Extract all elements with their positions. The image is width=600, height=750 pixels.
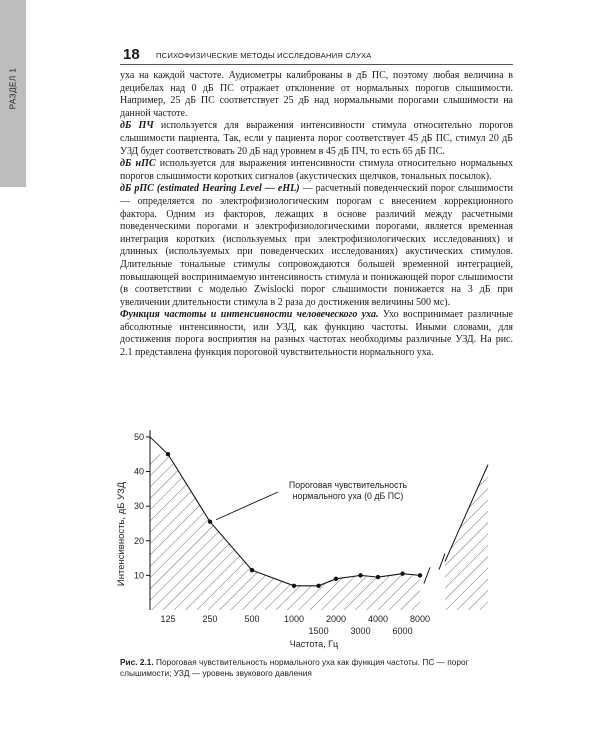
term-db-nps: дБ нПС [120, 158, 156, 170]
x-tick-label: 125 [160, 614, 176, 624]
x-tick-label: 4000 [367, 614, 389, 624]
paragraph-5 [120, 309, 513, 359]
data-point [358, 573, 362, 577]
annotation-leader [216, 492, 278, 520]
axis-break-mark [424, 567, 430, 583]
term-db-rps: дБ рПС (estimated Hearing Level — eHL) [120, 183, 300, 195]
x-tick-label: 8000 [409, 614, 431, 624]
paragraph-3-text: используется для выражения интенсивности стимула относительно нормальных порогов слышимости коротких сигналов (акустических щелчков, тональных посылок). [120, 158, 513, 182]
caption-label: Рис. 2.1. [120, 657, 154, 667]
caption-text: Пороговая чувствительность нормального уха как функция частоты. ПС — порог слышимости; УЗД — уровень звукового давления [120, 657, 469, 678]
x-tick-label: 250 [202, 614, 218, 624]
data-point [166, 452, 170, 456]
x-tick-label: 2000 [325, 614, 347, 624]
paragraph-1: уха на каждой частоте. Аудиометры калиброваны в дБ ПС, поэтому любая величина в децибелах над 0 дБ ПС отражает отклонение от нормальных порогов слышимости. Например, 25 дБ ПС соответствует 25 дБ над нормальными порогами слышимости на данной частоте. [120, 70, 513, 119]
data-point [250, 568, 254, 572]
curve-extension-left [150, 437, 168, 454]
annotation-line-1: Пороговая чувствительность [288, 480, 408, 490]
data-point [376, 575, 380, 579]
data-point [334, 577, 338, 581]
paragraph-2-text: используется для выражения интенсивности стимула относительно порогов слышимости пациента. Так, если у пациента порог соответствует 45 дБ ПС, стимул 20 дБ УЗД будет соответствовать 20 дБ над уровнем в 45 дБ ПЧ, то есть 65 дБ ПС. [120, 120, 514, 157]
data-point [292, 584, 296, 588]
body-text [120, 70, 513, 360]
axis-break-mark [439, 554, 445, 570]
section-tab-label: РАЗДЕЛ 1 [8, 67, 18, 110]
y-tick-label: 50 [133, 431, 144, 442]
x-tick-label: 500 [244, 614, 260, 624]
y-tick-label: 20 [133, 535, 144, 546]
data-point [400, 571, 404, 575]
paragraph-5-text: Ухо воспринимает различные абсолютные интенсивности, или УЗД, как функцию частоты. Иными словами, для достижения порога восприятия на разных частотах необходимы различные УЗД. На рис. 2.1 представлена функция пороговой чувствительности нормального уха. [120, 309, 513, 359]
paragraph-2 [120, 120, 513, 158]
x-tick-label: 1500 [308, 626, 329, 636]
y-tick-label: 10 [133, 570, 144, 581]
x-tick-label: 3000 [350, 626, 371, 636]
y-tick-label: 30 [133, 501, 144, 512]
term-frequency-function: Функция частоты и интенсивности человеческого уха. [120, 309, 379, 321]
paragraph-3 [120, 158, 513, 183]
chart-plot-area [116, 430, 488, 649]
section-tab [0, 0, 26, 187]
term-db-pch: дБ ПЧ [120, 120, 154, 132]
paragraph-4 [120, 183, 513, 309]
x-tick-label: 6000 [392, 626, 413, 636]
x-tick-label: 1000 [283, 614, 305, 624]
running-title: ПСИХОФИЗИЧЕСКИЕ МЕТОДЫ ИССЛЕДОВАНИЯ СЛУХА [156, 51, 372, 60]
data-point [418, 573, 422, 577]
paragraph-4-text: — расчетный поведенческий порог слышимости — определяется по электрофизиологическим порогам с внесением коррекционного фактора. Одним из факторов, лежащих в основе различий между расчетными поведенческими порогами и электрофизиологическими порогами, является временная интеграция коротких (используемых при электрофизиологических исследованиях) и длинных (используемых при поведенческих исследованиях) акустических стимулов. Длительные тональные стимулы сопровождаются большей временной интеграцией, повышающей воспринимаемую интенсивность стимула и понижающей порог слышимости (в соответствии с моделью Zwislocki порог слышимости понижается на 3 дБ при увеличении длительности стимула в 2 раза до достижения величины 500 мс). [120, 183, 514, 308]
hatched-region-right [445, 465, 488, 610]
data-point [208, 520, 212, 524]
x-axis-label: Частота, Гц [289, 639, 339, 649]
y-tick-label: 40 [133, 466, 144, 477]
figure-caption [120, 657, 513, 679]
page-number: 18 [123, 46, 140, 63]
y-axis-label: Интенсивность, дБ УЗД [116, 481, 127, 587]
annotation-line-2: нормального уха (0 дБ ПС) [292, 491, 404, 501]
header-rule [120, 64, 513, 65]
threshold-chart [110, 425, 520, 655]
data-point [316, 584, 320, 588]
